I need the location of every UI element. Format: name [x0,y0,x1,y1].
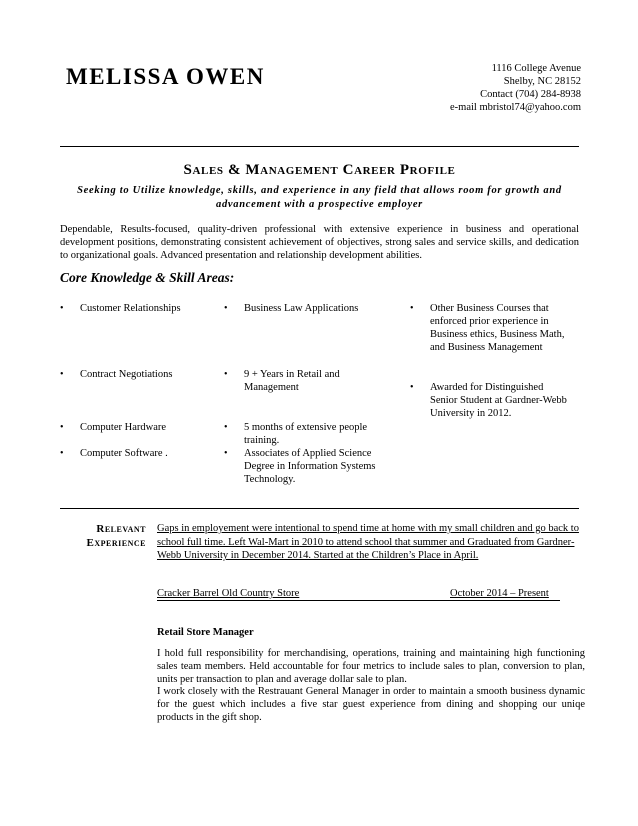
bullet-icon: • [224,303,228,314]
job-description-para-2: I work closely with the Restrauant General Manager in order to maintain a smooth business dynamic for the guest which includes a five star guest experience from dining and shopping our uniqe products in the gift shop. [157,686,585,723]
job-title: Retail Store Manager [157,627,254,638]
bullet-icon: • [60,303,64,314]
objective-line-2: advancement with a prospective employer [216,198,423,210]
profile-title: Sales & Management Career Profile [183,162,456,178]
employment-gap-note: Gaps in employement were intentional to spend time at home with my small children and go back to school full time. Left Wal-Mart in 2010 to attend school that summer and Graduated from Gardner-Webb University in December 2014. Started at the Children’s Place in April. [157,523,579,561]
bullet-icon: • [60,369,64,380]
bullet-icon: • [410,382,414,393]
bullet-icon: • [60,448,64,459]
contact-block [450,62,581,114]
header-divider [60,146,579,147]
section-divider [60,508,579,509]
objective-line-1: Seeking to Utilize knowledge, skills, and experience in any field that allows room for growth and [77,185,562,196]
job-description [157,648,585,725]
profile-summary: Dependable, Results-focused, quality-driven professional with extensive experience in business and operational development positions, demonstrating consistent achievement of objectives, strong sales and service skills, and dedication to organizational goals. Advanced presentation and relationship development abilities. [60,224,579,261]
bullet-icon: • [410,303,414,314]
bullet-icon: • [60,422,64,433]
skills-heading: Core Knowledge & Skill Areas: [60,270,235,285]
bullet-icon: • [224,448,228,459]
address-line-1: 1116 College Avenue [491,63,581,74]
experience-heading: Relevant Experience [86,523,146,549]
candidate-name: MELISSA OWEN [66,64,265,89]
employer-underline [157,600,560,601]
objective-statement [60,184,579,211]
phone-number: Contact (704) 284-8938 [480,89,581,100]
job-description-para-1: I hold full responsibility for merchandising, operations, training and maintaining high functioning sales team members. Held accountable for four metrics to include sales to plan, conversion to plan, units per transaction to plan and average dollar sale to plan. [157,648,585,685]
employer-name: Cracker Barrel Old Country Store [157,588,300,599]
bullet-icon: • [224,422,228,433]
bullet-icon: • [224,369,228,380]
employment-dates: October 2014 – Present [450,588,549,599]
address-line-2: Shelby, NC 28152 [503,76,581,87]
email-address: e-mail mbristol74@yahoo.com [450,102,581,113]
